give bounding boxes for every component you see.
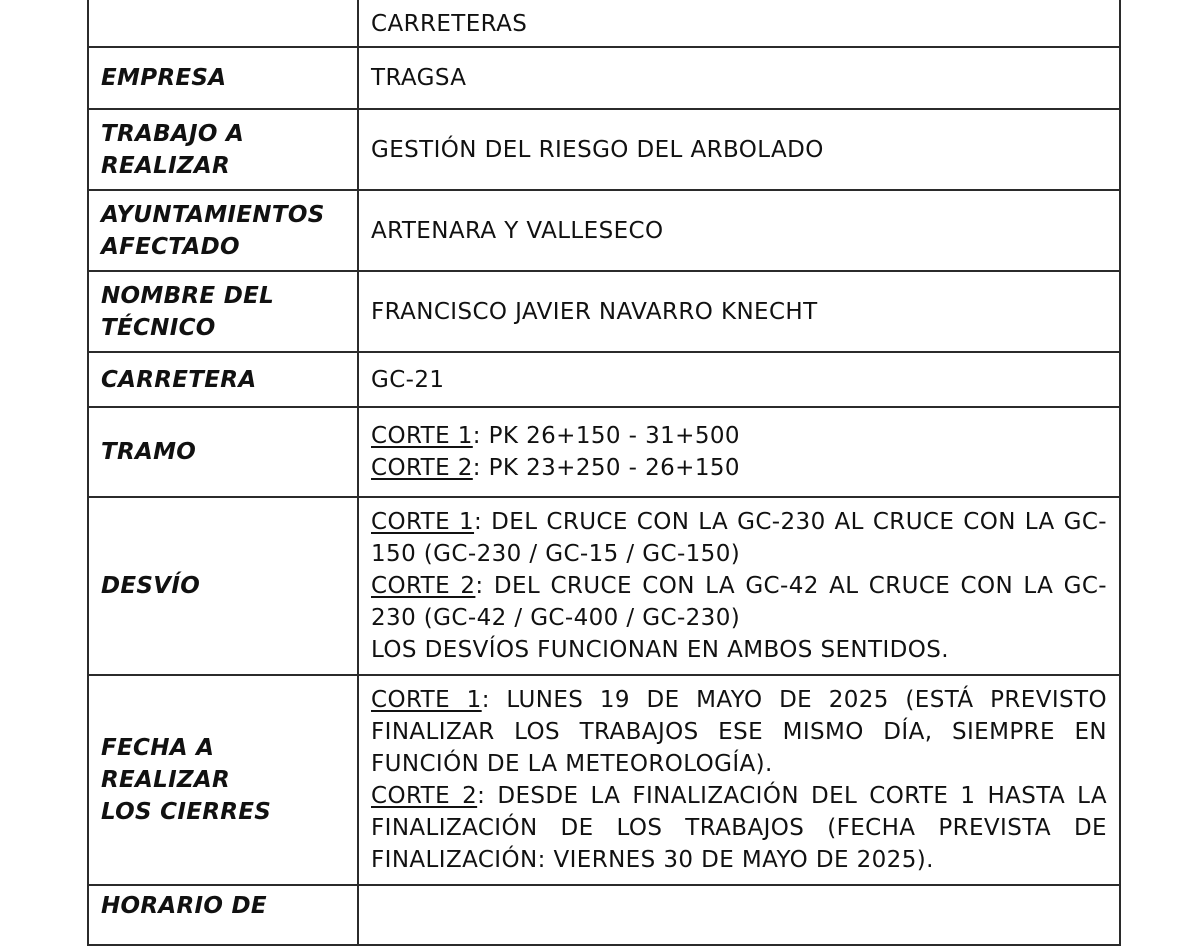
fecha-corte1 (371, 684, 1107, 780)
ayuntamientos-label-line1: AYUNTAMIENTOS (101, 201, 325, 228)
horario-label: HORARIO DE (88, 885, 358, 945)
table-row-desvio (88, 497, 1120, 675)
table-row-ayuntamientos (88, 190, 1120, 271)
desvio-corte1 (371, 506, 1107, 570)
desvio-corte2-text: : DEL CRUCE CON LA GC-42 AL CRUCE CON LA GC-230 (GC-42 / GC-400 / GC-230) (371, 573, 1108, 631)
trabajo-value: GESTIÓN DEL RIESGO DEL ARBOLADO (358, 109, 1120, 190)
table-row-trabajo (88, 109, 1120, 190)
table-row-fecha (88, 675, 1120, 885)
table-row-horario (88, 885, 1120, 945)
trabajo-label-line1: TRABAJO A (101, 120, 245, 147)
nombre-label-line1: NOMBRE DEL (101, 282, 275, 309)
nombre-label-line2: TÉCNICO (101, 314, 216, 341)
carretera-value: GC-21 (358, 352, 1120, 407)
empresa-label: EMPRESA (88, 47, 358, 109)
nombre-label (88, 271, 358, 352)
fecha-label (88, 675, 358, 885)
road-closure-info-table (87, 0, 1121, 946)
desvio-corte2-label: CORTE 2 (371, 573, 476, 599)
fecha-value (358, 675, 1120, 885)
desvio-label: DESVÍO (88, 497, 358, 675)
trabajo-label-line2: REALIZAR (101, 152, 231, 179)
table-row-carretera (88, 352, 1120, 407)
tramo-corte1-label: CORTE 1 (371, 423, 473, 449)
fecha-label-line2: LOS CIERRES (101, 799, 272, 825)
table-row-nombre (88, 271, 1120, 352)
tramo-corte2-label: CORTE 2 (371, 455, 473, 481)
fecha-label-line1: FECHA A REALIZAR (101, 735, 231, 793)
tramo-label: TRAMO (88, 407, 358, 497)
fecha-corte2-label: CORTE 2 (371, 783, 478, 809)
table-row-empresa (88, 47, 1120, 109)
tramo-corte1 (371, 420, 1107, 452)
ayuntamientos-label-line2: AFECTADO (101, 233, 240, 260)
tramo-corte2-text: : PK 23+250 - 26+150 (472, 455, 740, 481)
table-row-top (88, 0, 1120, 47)
horario-value (358, 885, 1120, 945)
trabajo-label (88, 109, 358, 190)
empresa-value: TRAGSA (358, 47, 1120, 109)
fecha-corte2-text: : DESDE LA FINALIZACIÓN DEL CORTE 1 HASTA LA FINALIZACIÓN DE LOS TRABAJOS (FECHA PREVISTA DE FINALIZACIÓN: VIERNES 30 DE MAYO DE 2025). (371, 783, 1108, 873)
desvio-corte1-text: : DEL CRUCE CON LA GC-230 AL CRUCE CON LA GC-150 (GC-230 / GC-15 / GC-150) (371, 509, 1107, 567)
ayuntamientos-value: ARTENARA Y VALLESECO (358, 190, 1120, 271)
tramo-value (358, 407, 1120, 497)
top-value: CARRETERAS (358, 0, 1120, 47)
desvio-note: LOS DESVÍOS FUNCIONAN EN AMBOS SENTIDOS. (371, 637, 949, 663)
table-row-tramo (88, 407, 1120, 497)
desvio-corte2 (371, 570, 1107, 634)
desvio-value (358, 497, 1120, 675)
fecha-corte1-label: CORTE 1 (371, 687, 482, 713)
fecha-corte1-text: : LUNES 19 DE MAYO DE 2025 (ESTÁ PREVISTO FINALIZAR LOS TRABAJOS ESE MISMO DÍA, SIEMPRE EN FUNCIÓN DE LA METEOROLOGÍA). (371, 687, 1107, 777)
fecha-corte2 (371, 780, 1107, 876)
carretera-label: CARRETERA (88, 352, 358, 407)
tramo-corte2 (371, 452, 1107, 484)
tramo-corte1-text: : PK 26+150 - 31+500 (472, 423, 740, 449)
ayuntamientos-label (88, 190, 358, 271)
desvio-corte1-label: CORTE 1 (371, 509, 475, 535)
top-label (88, 0, 358, 47)
nombre-value: FRANCISCO JAVIER NAVARRO KNECHT (358, 271, 1120, 352)
